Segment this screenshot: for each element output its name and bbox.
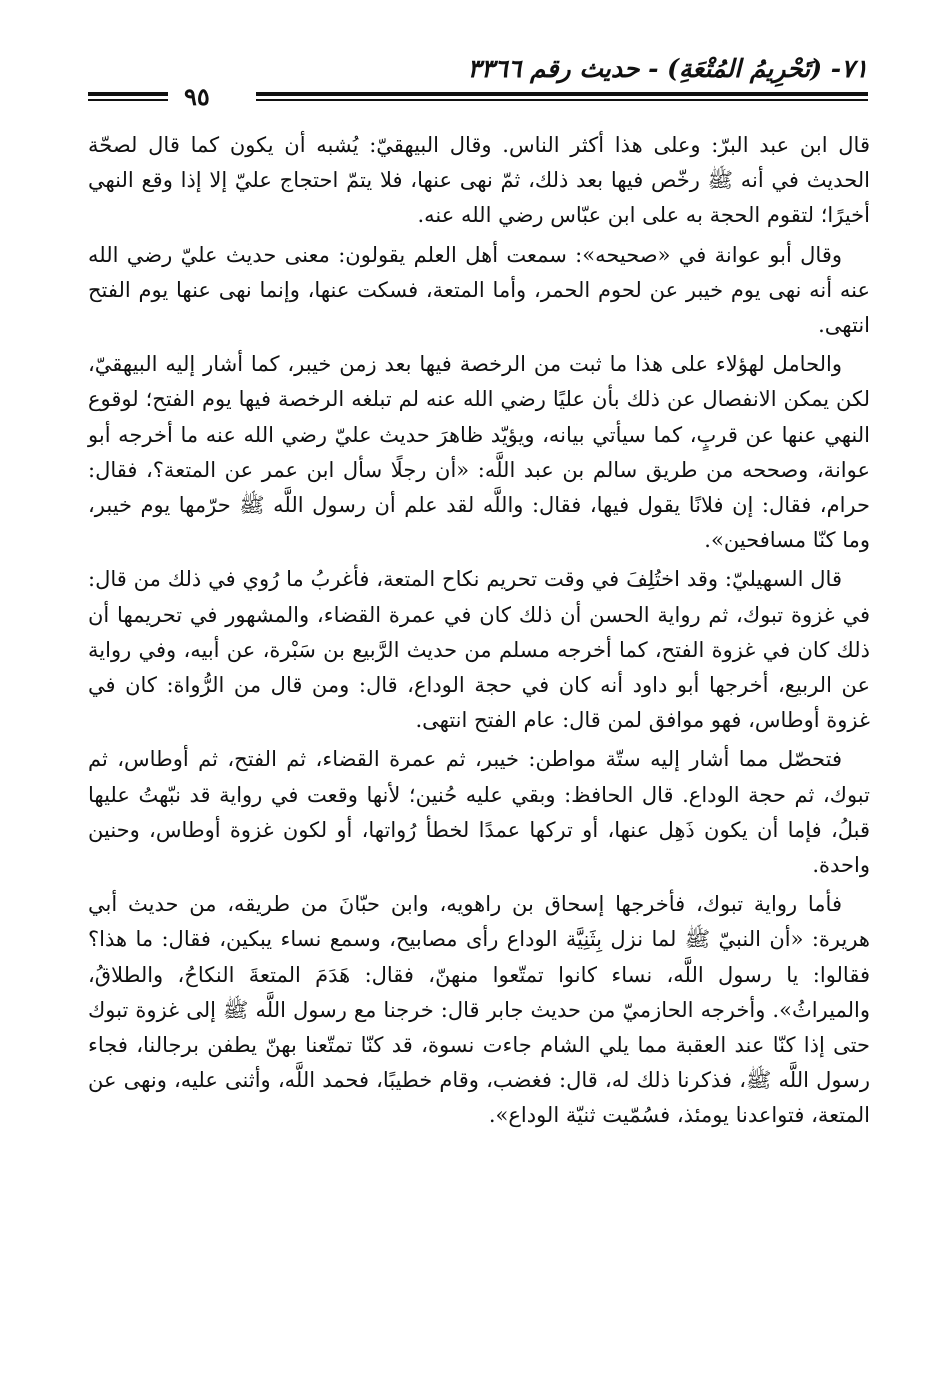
running-header: [88, 52, 868, 112]
chapter-title: ٧١- (تَحْرِيمُ المُتْعَةِ) - حديث رقم ٣٣٦٦: [467, 54, 868, 83]
paragraph: وقال أبو عوانة في «صحيحه»: سمعت أهل العلم يقولون: معنى حديث عليّ رضي الله عنه أنه نهى يوم خيبر عن لحوم الحمر، وأما المتعة، فسكت عنها، وإنما نهى عنها يوم الفتح انتهى.: [88, 242, 870, 338]
header-rule-left: [88, 92, 168, 96]
header-rule: [256, 92, 868, 96]
paragraph: فتحصّل مما أشار إليه ستّة مواطن: خيبر، ثم عمرة القضاء، ثم الفتح، ثم أوطاس، ثم تبوك، ثم حجة الوداع. قال الحافظ: وبقي عليه حُنين؛ لأنها وقعت في رواية قد نبّهتُ عليها قبلُ، فإما أن يكون ذَهِل عنها، أو تركها عمدًا لخطأ رُواتها، أو لكون غزوة أوطاس، وحنين واحدة.: [88, 747, 870, 878]
header-rule-thin: [256, 99, 868, 101]
paragraph: والحامل لهؤلاء على هذا ما ثبت من الرخصة فيها بعد زمن خيبر، كما أشار إليه البيهقيّ، لكن يمكن الانفصال عن ذلك بأن عليًا رضي الله عنه لم تبلغه الرخصة فيها يوم الفتح؛ لوقوع النهي عنها عن قربٍ، كما سيأتي بيانه، ويؤيّد ظاهرَ حديث عليّ رضي الله عنه ما أخرجه أبو عوانة، وصححه من طريق سالم بن عبد اللَّه: «أن رجلًا سأل ابن عمر عن المتعة؟، فقال: حرام، فقال: إن فلانًا يقول فيها، فقال: واللَّه لقد علم أن رسول اللَّه ﷺ حرّمها يوم خيبر، وما كنّا مسافحين».: [88, 352, 870, 553]
paragraph: قال ابن عبد البرّ: وعلى هذا أكثر الناس. وقال البيهقيّ: يُشبه أن يكون كما قال لصحّة الحديث في أنه ﷺ رخّص فيها بعد ذلك، ثمّ نهى عنها، فلا يتمّ احتجاج عليّ إلا إذا وقع النهي أخيرًا؛ لتقوم الحجة به على ابن عبّاس رضي الله عنه.: [88, 133, 870, 228]
header-rule-left-thin: [88, 99, 168, 101]
paragraph: قال السهيليّ: وقد اختُلِفَ في وقت تحريم نكاح المتعة، فأغربُ ما رُوي في ذلك من قال: في غزوة تبوك، ثم رواية الحسن أن ذلك كان في عمرة القضاء، والمشهور في تحريمها أن ذلك كان في غزوة الفتح، كما أخرجه مسلم من حديث الرَّبيع بن سَبْرة، عن أبيه، وفي رواية عن الربيع، أخرجها أبو داود أنه كان في حجة الوداع، قال: ومن قال من الرُّواة: كان في غزوة أوطاس، فهو موافق لمن قال: عام الفتح انتهى.: [88, 567, 870, 733]
paragraph: فأما رواية تبوك، فأخرجها إسحاق بن راهويه، وابن حبّانَ من طريقه، من حديث أبي هريرة: «أن النبيّ ﷺ لما نزل بِثَنِيَّة الوداع رأى مصابيح، وسمع نساء يبكين، فقال: ما هذا؟ فقالوا: يا رسول اللَّه، نساء كانوا تمتّعوا منهنّ، فقال: هَدَمَ المتعةَ النكاحُ، والطلاقُ، والميراثُ». وأخرجه الحازميّ من حديث جابر قال: خرجنا مع رسول اللَّه ﷺ إلى غزوة تبوك حتى إذا كنّا عند العقبة مما يلي الشام جاءت نسوة، قد كنّا تمتّعنا بهنّ يطفن برجالنا، فجاء رسول اللَّه ﷺ، فذكرنا ذلك له، قال: فغضب، وقام خطيبًا، فحمد اللَّه، وأثنى عليه، ونهى عن المتعة، فتواعدنا يومئذ، فسُمّيت ثنيّة الوداع».: [88, 892, 870, 1128]
page-number: ٩٥: [184, 82, 210, 111]
page-body: [88, 128, 870, 1138]
